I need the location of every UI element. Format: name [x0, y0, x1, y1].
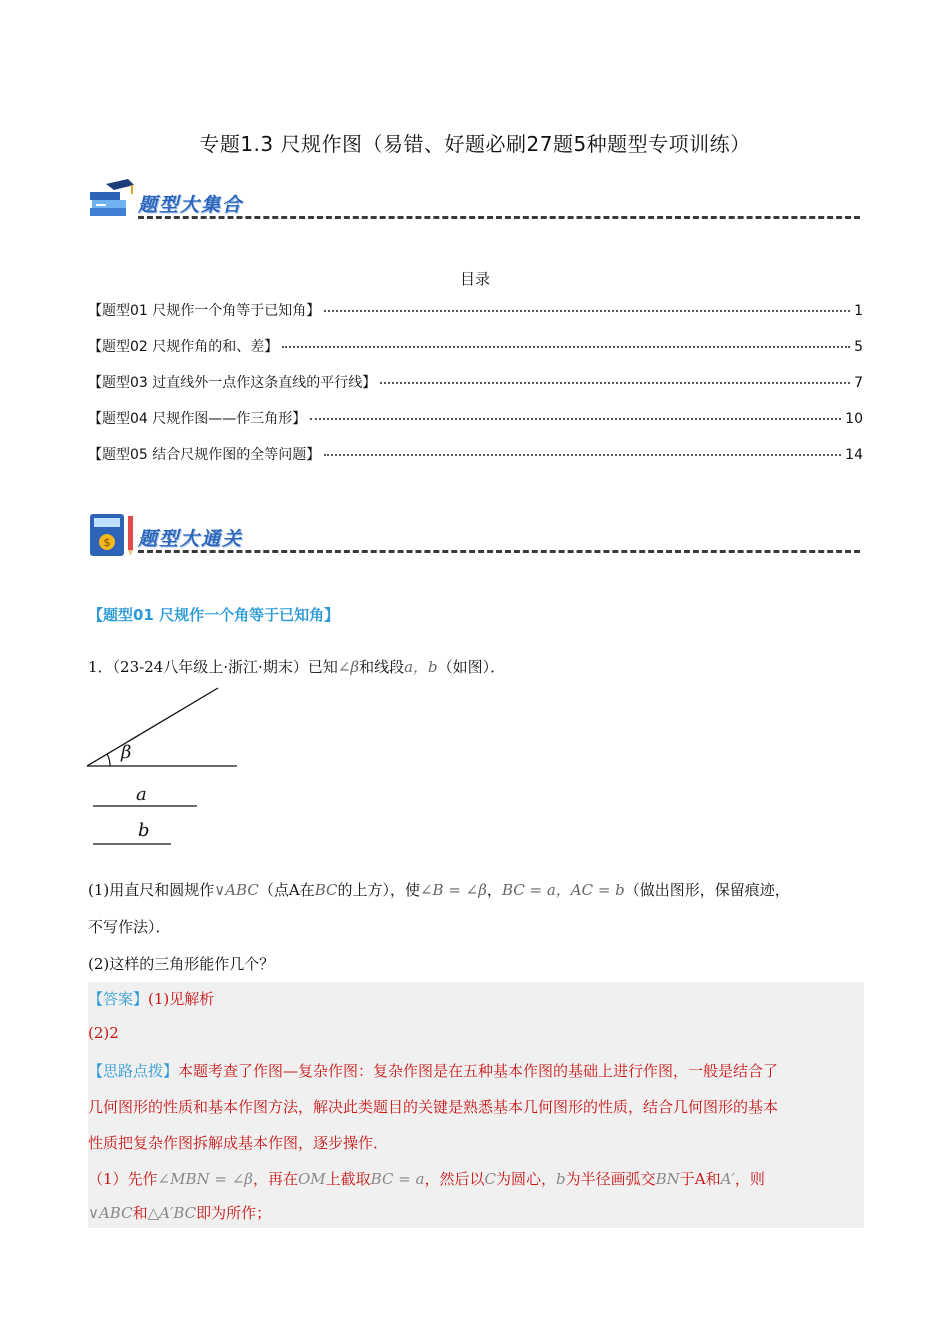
toc-entry[interactable]	[88, 336, 863, 372]
step-text: （1）先作	[88, 1170, 158, 1188]
math-angle-beta: ∠β	[337, 658, 360, 676]
banner-label: 题型大通关	[138, 528, 244, 550]
table-of-contents	[88, 300, 863, 480]
toc-entry-label: 【题型02 尺规作角的和、差】	[88, 339, 279, 355]
math-triangle: ∨ABC	[214, 881, 259, 899]
math-bn: BN	[655, 1170, 680, 1188]
hint-text: 本题考查了作图—复杂作图：复杂作图是在五种基本作图的基础上进行作图，一般是结合了	[178, 1062, 779, 1080]
question-source: （23-24八年级上·浙江·期末）	[112, 658, 308, 676]
stem-text: 和线段	[359, 658, 405, 676]
math-b: b	[556, 1170, 566, 1188]
step-text: ，然后以	[424, 1170, 485, 1188]
toc-entry[interactable]	[88, 408, 863, 444]
toc-leader	[324, 310, 850, 312]
toc-entry[interactable]	[88, 300, 863, 336]
part-text: 的上方），使	[337, 881, 420, 899]
question-part-2: (2)这样的三角形能作几个？	[88, 955, 275, 973]
math-triangle-aprime: △A′BC	[147, 1204, 197, 1222]
math-mbn: ∠MBN = ∠β	[157, 1170, 253, 1188]
question-number: 1．	[88, 658, 113, 676]
toc-entry-page: 5	[854, 339, 863, 355]
step-text: 上截取	[325, 1170, 371, 1188]
step-text: ，则	[734, 1170, 765, 1188]
angle-and-segments-figure	[80, 684, 250, 850]
toc-leader	[324, 454, 841, 456]
banner-rule	[138, 550, 860, 553]
math-triangle-abc: ∨ABC	[88, 1204, 133, 1222]
hint-tag: 【思路点拨】	[88, 1062, 179, 1080]
angle-arc	[107, 754, 110, 766]
toc-leader	[380, 382, 850, 384]
toc-entry-label: 【题型05 结合尺规作图的全等问题】	[88, 447, 321, 463]
question-part-1-cont: 不写作法）．	[88, 918, 171, 936]
part-text: ，	[486, 881, 502, 899]
section-heading: 【题型01 尺规作一个角等于已知角】	[88, 606, 340, 624]
stem-text: 已知	[307, 658, 338, 676]
math-bc: BC	[314, 881, 338, 899]
answer-text: (1)见解析	[148, 990, 215, 1008]
math-condition-angle: ∠B = ∠β	[419, 881, 487, 899]
part-text: （点A在	[258, 881, 315, 899]
toc-entry-page: 1	[854, 303, 863, 319]
toc-entry[interactable]	[88, 372, 863, 408]
step-text: 为圆心，	[495, 1170, 556, 1188]
toc-entry-page: 10	[845, 411, 863, 427]
books-graduation-cap-icon	[88, 178, 136, 224]
step-text: ，再在	[252, 1170, 298, 1188]
banner-question-collection	[88, 178, 860, 226]
toc-entry-label: 【题型03 过直线外一点作这条直线的平行线】	[88, 375, 377, 391]
math-aprime: A′	[720, 1170, 735, 1188]
answer-box	[88, 982, 864, 1228]
hint-line-1	[88, 1060, 860, 1081]
solution-step-line-2	[88, 1202, 860, 1223]
angle-label-beta: β	[121, 742, 132, 763]
toc-entry-label: 【题型04 尺规作图——作三角形】	[88, 411, 307, 427]
banner-rule	[138, 216, 860, 219]
toc-entry-page: 7	[854, 375, 863, 391]
toc-entry-page: 14	[845, 447, 863, 463]
math-om: OM	[297, 1170, 326, 1188]
answer-line-2: (2)2	[88, 1024, 119, 1042]
stem-text: （如图）．	[437, 658, 506, 676]
page-title: 专题1.3 尺规作图（易错、好题必刷27题5种题型专项训练）	[199, 132, 751, 156]
banner-label: 题型大集合	[138, 194, 244, 216]
question-part-1	[88, 872, 863, 909]
toc-leader	[310, 418, 841, 420]
step-text: 和	[132, 1204, 148, 1222]
segment-a-label: a	[136, 784, 147, 805]
part-text: （做出图形，保留痕迹，	[624, 881, 790, 899]
question-stem	[88, 656, 505, 677]
step-text: 即为所作；	[196, 1204, 272, 1222]
hint-line-3: 性质把复杂作图拆解成基本作图，逐步操作．	[88, 1134, 389, 1152]
part-text: (1)用直尺和圆规作	[88, 881, 215, 899]
solution-step-line-1	[88, 1168, 860, 1189]
banner-question-pass	[88, 512, 860, 560]
math-c: C	[484, 1170, 496, 1188]
math-vars: a，b	[404, 658, 438, 676]
math-bc-eq: BC = a	[370, 1170, 425, 1188]
question-parts	[88, 872, 863, 983]
calculator-pencil-icon	[88, 512, 136, 558]
answer-line-1	[88, 988, 860, 1009]
hint-line-2: 几何图形的性质和基本作图方法，解决此类题目的关键是熟悉基本几何图形的性质，结合几何图形的基本	[88, 1098, 779, 1116]
toc-leader	[282, 346, 850, 348]
toc-heading: 目录	[459, 270, 490, 288]
toc-entry[interactable]	[88, 444, 863, 480]
svg-text:$: $	[103, 536, 111, 549]
toc-entry-label: 【题型01 尺规作一个角等于已知角】	[88, 303, 321, 319]
step-text: 为半径画弧交	[565, 1170, 656, 1188]
answer-tag: 【答案】	[88, 990, 149, 1008]
segment-b-label: b	[138, 820, 150, 841]
math-condition-sides: BC = a，AC = b	[501, 881, 625, 899]
step-text: 于A和	[679, 1170, 721, 1188]
